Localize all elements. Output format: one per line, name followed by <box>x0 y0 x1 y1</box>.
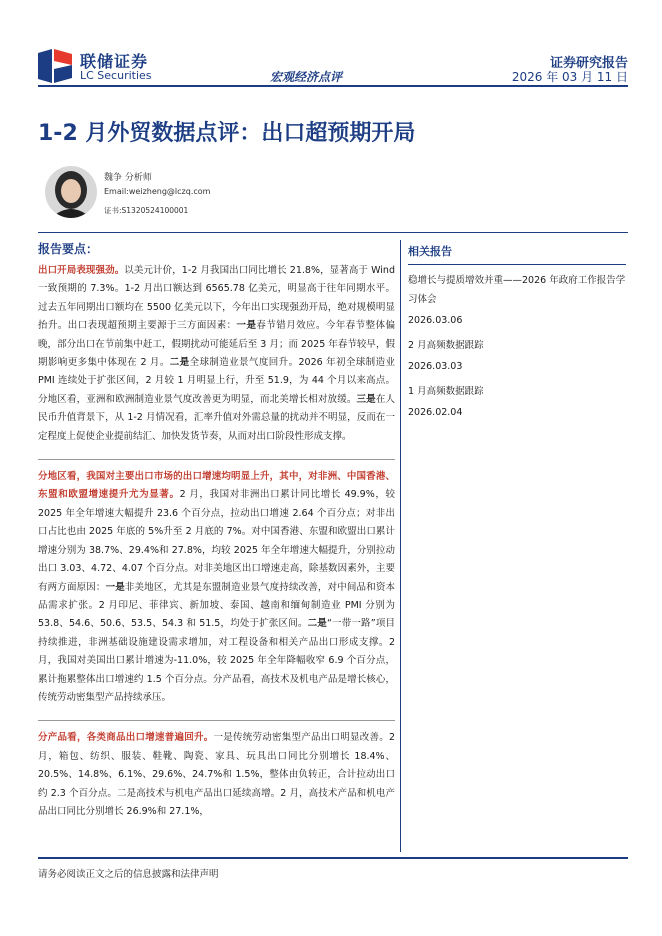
company-logo <box>38 45 198 85</box>
related-report-link[interactable]: 2 月高频数据跟踪 <box>408 340 484 351</box>
paragraph-separator <box>38 459 395 460</box>
paragraph-lead: 出口开局表现强劲。 <box>38 265 125 276</box>
logo-mark-icon <box>38 49 72 83</box>
related-report-date: 2026.03.06 <box>408 315 463 326</box>
related-report-link[interactable]: 1 月高频数据跟踪 <box>408 386 484 397</box>
footer-divider <box>38 857 628 859</box>
report-category: 宏观经济点评 <box>270 70 343 84</box>
related-reports-heading: 相关报告 <box>408 243 626 265</box>
analyst-certificate: 证书:S1320524100001 <box>104 206 189 215</box>
paragraph-separator <box>38 720 395 721</box>
related-report-date: 2026.03.03 <box>408 361 463 372</box>
paragraph-export-strength: 出口开局表现强劲。以美元计价，1-2 月我国出口同比增长 21.8%，显著高于 Wind 一致预期的 7.3%。1-2 月出口额达到 6565.78 亿美元，明显高于往年同期水平。过去五年同期出口额均在 5500 亿美元以下，今年出口实现强劲开局，绝对规模明显抬升。出口表现超预期主要源于三方面因素：一是春节错月效应。今年春节整体偏晚，部分出口在节前集中赶工，假期扰动可能延后至 3 月；而 2025 年春节较早，假期影响更多集中体现在 2 月。二是全球制造业景气度回升。2026 年初全球制造业 PMI 连续处于扩张区间，2 月较 1 月明显上行，升至 51.9，为 44 个月以来高点。分地区看，亚洲和欧洲制造业景气度改善更为明显，而北美增长相对放缓。三是在人民币升值背景下，从 1-2 月情况看，汇率升值对外需总量的扰动并不明显，反而在一定程度上促使企业提前结汇、加快发货节奏，从而对出口阶段性形成支撑。 <box>38 265 395 442</box>
report-type: 证券研究报告 <box>549 56 628 71</box>
paragraph-lead: 分地区看，我国对主要出口市场的出口增速均明显上升，其中，对非洲、中国香港、东盟和欧盟增速提升尤为显著。 <box>38 471 395 501</box>
main-content <box>38 240 395 834</box>
related-reports-sidebar <box>408 243 626 422</box>
analyst-email[interactable]: Email:weizheng@lczq.com <box>104 187 211 196</box>
key-points-heading: 报告要点： <box>38 242 99 256</box>
analyst-avatar <box>45 166 97 218</box>
disclaimer-notice: 请务必阅读正文之后的信息披露和法律声明 <box>38 869 219 880</box>
logo-english-text: LC Securities <box>80 69 152 82</box>
analyst-name: 魏争 分析师 <box>104 173 152 183</box>
analyst-photo-icon <box>45 166 97 218</box>
paragraph-lead: 分产品看，各类商品出口增速普遍回升。 <box>38 732 214 744</box>
section-divider <box>38 232 628 233</box>
paragraph-by-region: 分地区看，我国对主要出口市场的出口增速均明显上升，其中，对非洲、中国香港、东盟和欧盟增速提升尤为显著。2 月，我国对非洲出口累计同比增长 49.9%，较 2025 年全年增速大幅提升 23.6 个百分点，拉动出口增速 2.64 个百分点；对非出口占比也由 2025 年底的 5%升至 2 月底的 7%。对中国香港、东盟和欧盟出口累计增速分别为 38.7%、29.4%和 27.8%，均较 2025 年全年增速大幅提升，分别拉动出口 3.03、4.72、4.07 个百分点。对非美地区出口增速走高，除基数因素外，主要有两方面原因：一是非美地区，尤其是东盟制造业景气度持续改善，对中间品和资本品需求扩张。2 月印尼、菲律宾、新加坡、泰国、越南和缅甸制造业 PMI 分别为 53.8、54.6、50.6、53.5、54.3 和 51.5，均处于扩张区间。二是“一带一路”项目持续推进，非洲基础设施建设需求增加，对工程设备和相关产品出口形成支撑。2 月，我国对美国出口累计增速为-11.0%，较 2025 年全年降幅收窄 6.9 个百分点，累计拖累整体出口增速约 1.5 个百分点。分产品看，高技术及机电产品是增长核心，传统劳动密集型产品持续承压。 <box>38 471 395 703</box>
paragraph-by-product: 分产品看，各类商品出口增速普遍回升。一是传统劳动密集型产品出口明显改善。2 月，箱包、纺织、服装、鞋靴、陶瓷、家具、玩具出口同比分别增长 18.4%、20.5%、14.8%、6.1%、29.6%、24.7%和 1.5%，整体由负转正，合计拉动出口约 2.3 个百分点。二是高技术与机电产品出口延续高增。2 月，高技术产品和机电产品出口同比分别增长 26.9%和 27.1%， <box>38 732 395 817</box>
column-divider <box>400 240 401 852</box>
related-report-date: 2026.02.04 <box>408 407 463 418</box>
report-date: 2026 年 03 月 11 日 <box>511 70 628 84</box>
related-report-link[interactable]: 稳增长与提质增效并重——2026 年政府工作报告学习体会 <box>408 275 626 305</box>
header-divider <box>38 85 628 87</box>
report-title: 1-2 月外贸数据点评：出口超预期开局 <box>38 121 416 146</box>
logo-chinese-text: 联储证券 <box>80 52 149 71</box>
